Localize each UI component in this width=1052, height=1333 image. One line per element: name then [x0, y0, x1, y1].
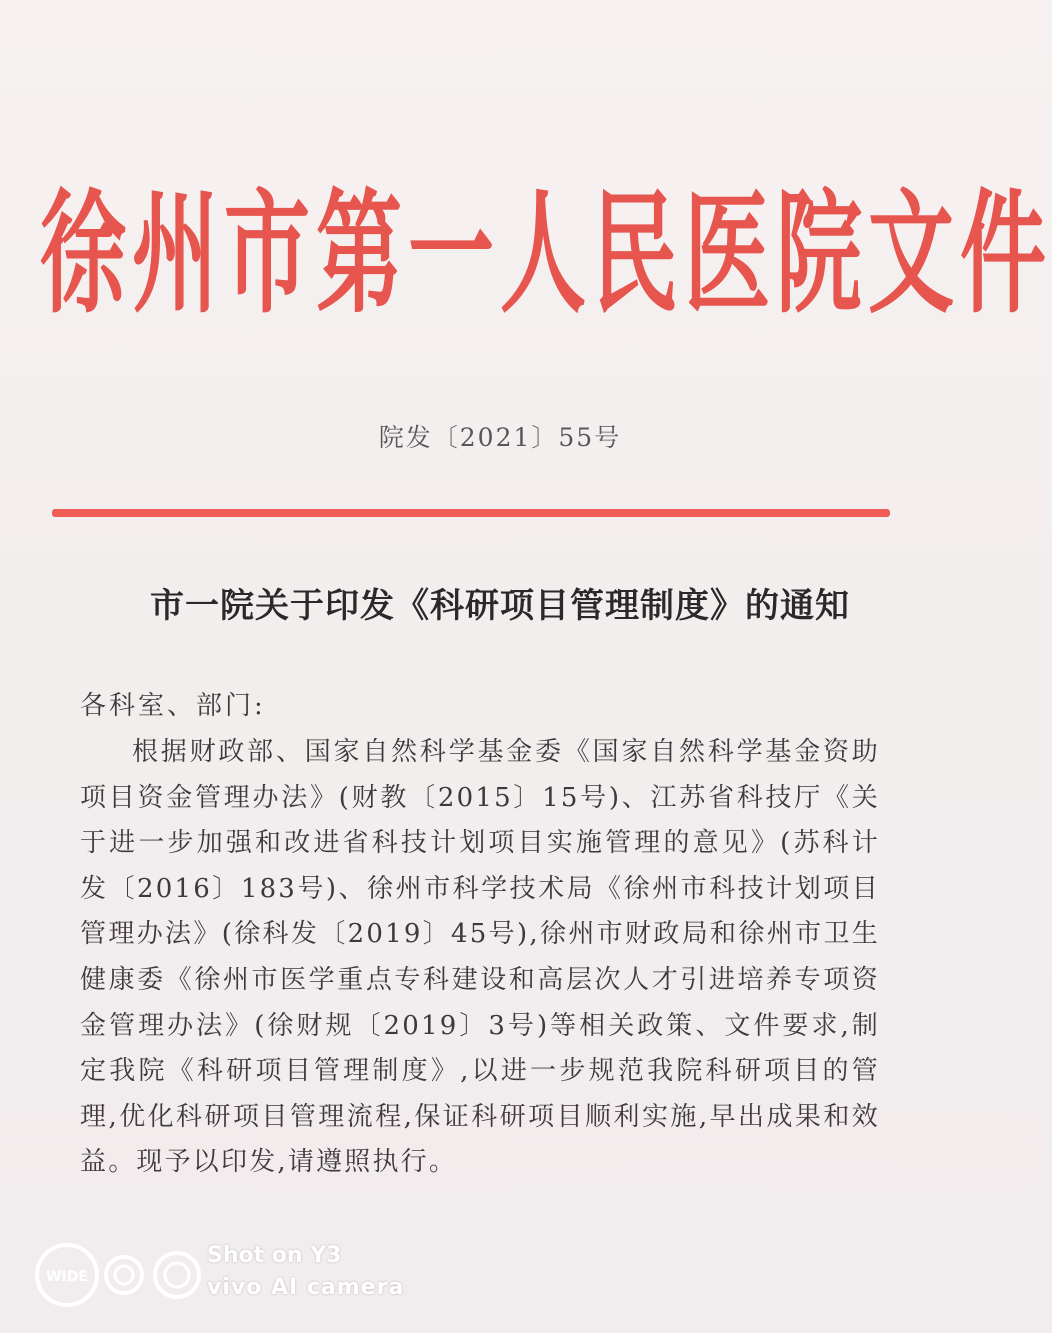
- document-number: 院发〔2021〕55号: [378, 423, 622, 452]
- document-header: 徐州市第一人民医院文件: [40, 175, 1052, 333]
- watermark-text: [207, 1240, 447, 1304]
- camera-watermark: [32, 1240, 452, 1310]
- watermark-line-1: Shot on Y3: [207, 1243, 342, 1268]
- red-divider: [52, 509, 890, 517]
- addressee: 各科室、部门:: [80, 691, 266, 721]
- document-title: 市一院关于印发《科研项目管理制度》的通知: [150, 586, 850, 626]
- watermark-line-2: vivo AI camera: [207, 1275, 405, 1300]
- wide-badge-text: WIDE: [46, 1269, 88, 1285]
- body-paragraph: 根据财政部、国家自然科学基金委《国家自然科学基金资助项目资金管理办法》(财教〔2015〕15号)、江苏省科技厅《关于进一步加强和改进省科技计划项目实施管理的意见》(苏科计发〔2016〕183号)、徐州市科学技术局《徐州市科技计划项目管理办法》(徐科发〔2019〕45号),徐州市财政局和徐州市卫生健康委《徐州市医学重点专科建设和高层次人才引进培养专项资金管理办法》(徐财规〔2019〕3号)等相关政策、文件要求,制定我院《科研项目管理制度》,以进一步规范我院科研项目的管理,优化科研项目管理流程,保证科研项目顺利实施,早出成果和效益。现予以印发,请遵照执行。: [80, 737, 880, 1178]
- camera-mode-icon: [32, 1240, 207, 1310]
